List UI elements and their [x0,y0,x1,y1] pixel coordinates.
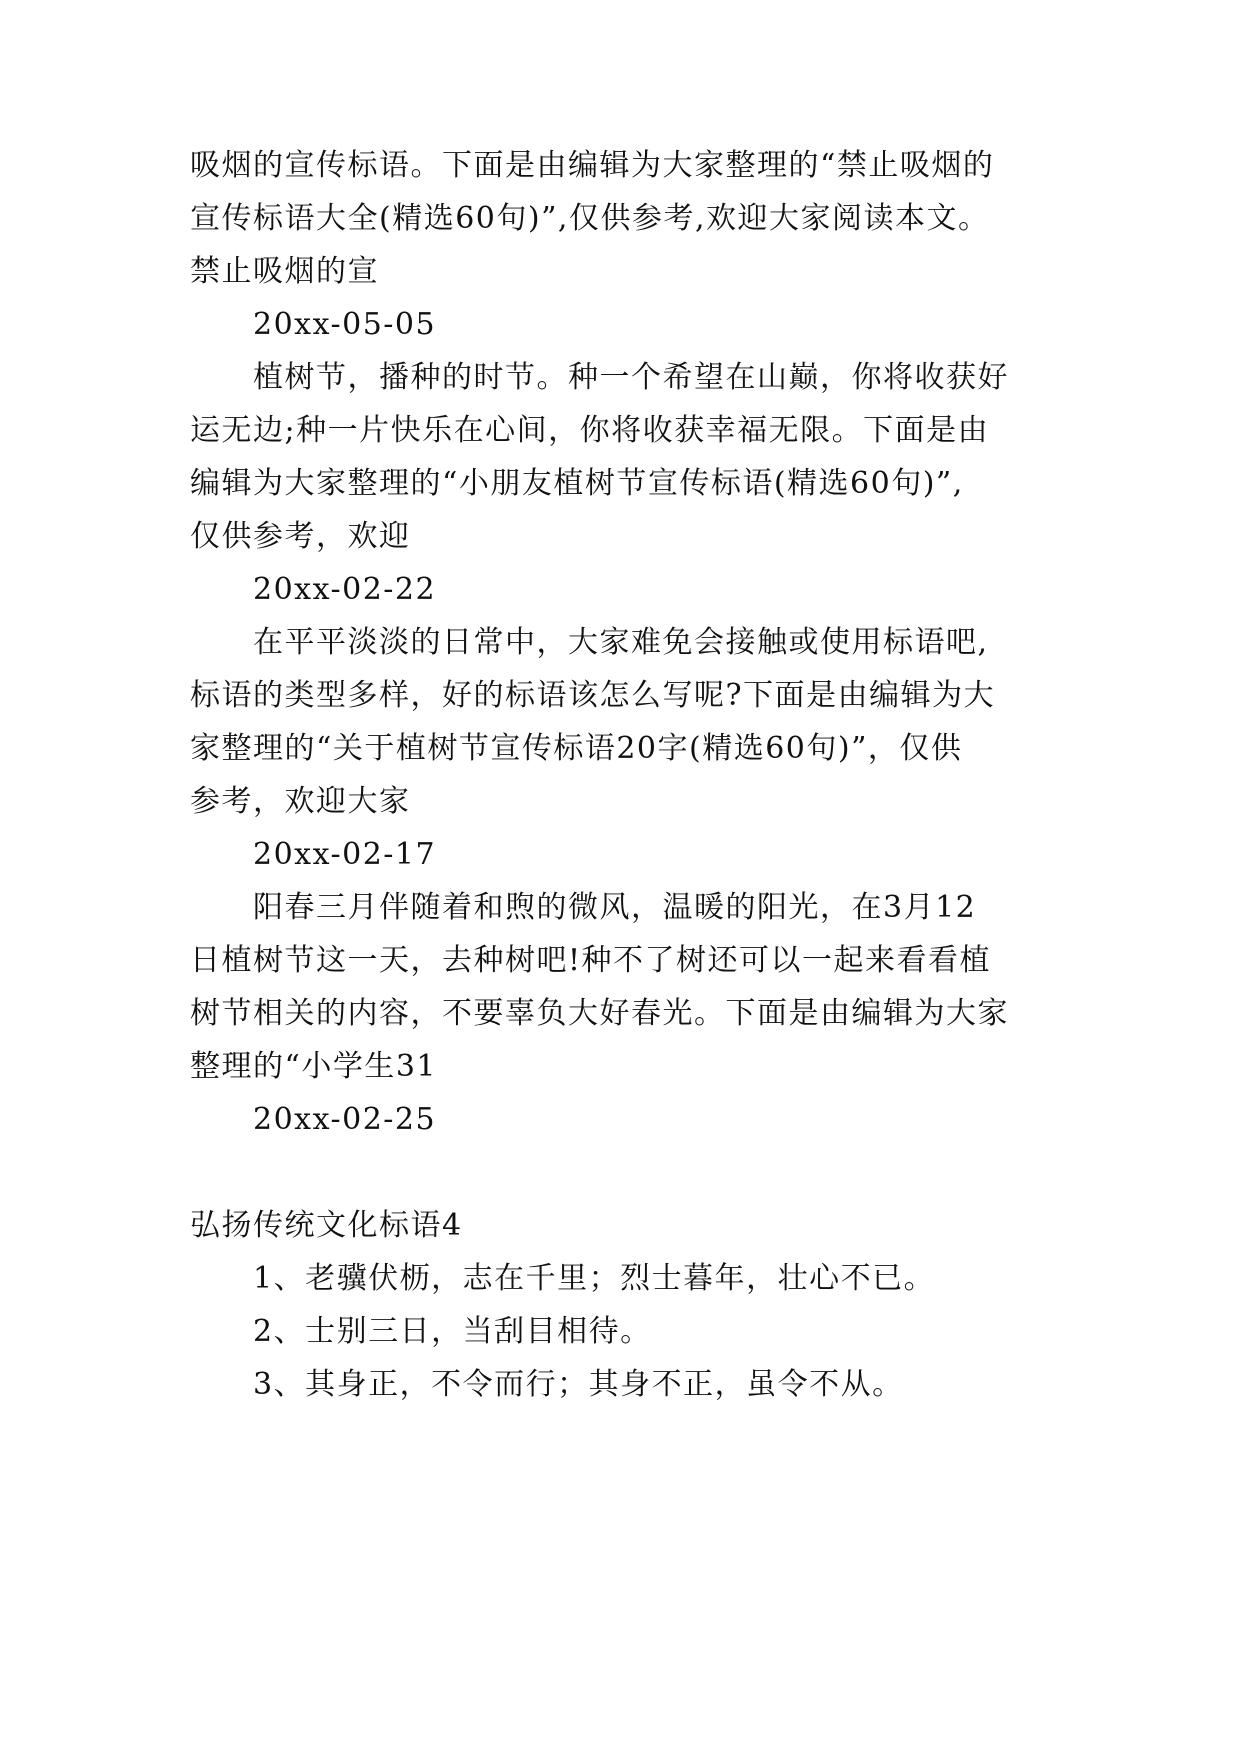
summary-line: 仅供参考，欢迎 [190,519,411,554]
summary-line: 家整理的“关于植树节宣传标语20字(精选60句)”，仅供 [190,731,963,766]
article-date: 20xx-05-05 [253,307,437,342]
article-date: 20xx-02-25 [253,1102,437,1137]
list-item: 1、老骥伏枥，志在千里；烈士暮年，壮心不已。 [253,1261,936,1296]
article-date: 20xx-02-22 [253,572,437,607]
summary-line: 阳春三月伴随着和煦的微风，温暖的阳光，在3月12 [253,890,977,925]
list-item: 2、士别三日，当刮目相待。 [253,1314,652,1349]
summary-line: 编辑为大家整理的“小朋友植树节宣传标语(精选60句)”, [190,466,964,501]
summary-line: 吸烟的宣传标语。下面是由编辑为大家整理的“禁止吸烟的 [190,148,995,183]
article-date: 20xx-02-17 [253,837,437,872]
section-heading: 弘扬传统文化标语4 [190,1208,463,1243]
summary-line: 日植树节这一天，去种树吧!种不了树还可以一起来看看植 [190,943,992,978]
summary-line: 植树节，播种的时节。种一个希望在山巅，你将收获好 [253,360,1009,395]
list-item: 3、其身正，不令而行；其身不正，虽令不从。 [253,1367,904,1402]
summary-line: 参考，欢迎大家 [190,784,411,819]
summary-line: 整理的“小学生31 [190,1049,438,1084]
summary-line: 宣传标语大全(精选60句)”,仅供参考,欢迎大家阅读本文。 [190,201,990,236]
summary-line: 树节相关的内容，不要辜负大好春光。下面是由编辑为大家 [190,996,1009,1031]
summary-line: 在平平淡淡的日常中，大家难免会接触或使用标语吧, [253,625,989,660]
summary-line: 禁止吸烟的宣 [190,254,379,289]
summary-line: 标语的类型多样，好的标语该怎么写呢?下面是由编辑为大 [190,678,996,713]
summary-line: 运无边;种一片快乐在心间，你将收获幸福无限。下面是由 [190,413,990,448]
